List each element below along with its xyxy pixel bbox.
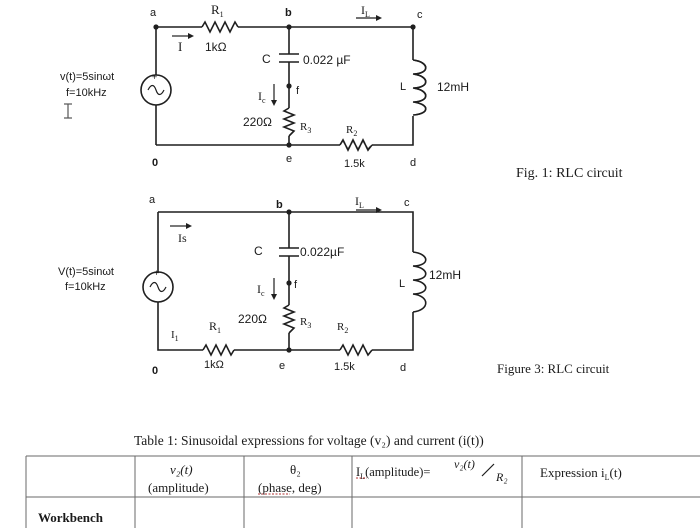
source-line1: V(t)=5sinωt — [58, 266, 114, 278]
r3-value: 220Ω — [238, 312, 267, 326]
node-c-label: c — [404, 197, 410, 209]
node-d-label: d — [410, 157, 417, 169]
node-c-label: c — [417, 9, 423, 21]
header-theta: θ₂ — [290, 462, 301, 477]
il-label: $I_L$ — [361, 3, 370, 19]
current-ic-arrowhead — [271, 100, 277, 106]
node-b-label: b — [285, 7, 292, 19]
node-e-label: e — [279, 360, 286, 372]
header-v2-sub: (amplitude) — [148, 480, 209, 495]
r2-label: $R_2$ — [346, 124, 358, 138]
inductor-l-coil — [413, 60, 426, 115]
r2-value: 1.5k — [344, 158, 365, 170]
header-il-numerator: v₂(t) — [454, 457, 475, 471]
resistor-r1 — [202, 22, 238, 32]
resistor-r3 — [284, 305, 294, 333]
resistor-r1 — [203, 345, 234, 355]
r1-value: 1kΩ — [205, 40, 227, 54]
circuit-2 — [58, 194, 610, 377]
node-f-label: f — [294, 279, 298, 291]
row-workbench-label: Workbench — [38, 510, 104, 525]
current-i-arrowhead — [188, 33, 194, 39]
header-il-denominator: R₂ — [496, 470, 508, 484]
node-b-dot — [286, 24, 291, 29]
l-value: 12mH — [429, 268, 462, 282]
circuit-1 — [60, 2, 623, 181]
r1-label: $R_1$ — [209, 319, 222, 335]
cap-value: 0.022µF — [300, 245, 345, 259]
source-line2: f=10kHz — [65, 281, 106, 293]
current-i-label: I — [178, 39, 183, 54]
text-cursor-icon — [64, 104, 72, 118]
l-label: L — [399, 278, 406, 290]
sine-icon — [150, 283, 166, 292]
node-b-dot — [286, 209, 291, 214]
source-line1: v(t)=5sinωt — [60, 71, 115, 83]
node-c-dot — [410, 24, 415, 29]
node-f-dot — [286, 83, 291, 88]
il-label: $I_L$ — [355, 194, 364, 210]
node-a-label: a — [150, 7, 157, 19]
source-plus: + — [152, 72, 158, 82]
source-line2: f=10kHz — [66, 87, 107, 99]
l-value: 12mH — [437, 80, 470, 94]
r3-value: 220Ω — [243, 115, 272, 129]
sine-icon — [148, 86, 164, 95]
wire-source-r1 — [158, 302, 203, 350]
r3-label: $R_3$ — [300, 316, 312, 330]
node-e-label: e — [286, 153, 293, 165]
current-ic-arrowhead — [271, 294, 277, 300]
r1-value: 1kΩ — [204, 359, 224, 371]
header-theta-sub: (phase, deg) — [258, 480, 322, 495]
inductor-l — [413, 252, 426, 312]
node-b-label: b — [276, 199, 283, 211]
fraction-slash — [482, 464, 494, 476]
node-0-label: 0 — [152, 157, 159, 169]
node-a-label: a — [149, 194, 156, 206]
l-label: L — [400, 81, 407, 93]
node-e-dot — [286, 347, 291, 352]
i1-label: $I_1$ — [171, 329, 179, 343]
header-expression: Expression $i_L(t)$ — [540, 465, 622, 482]
r3-label: $R_3$ — [300, 121, 312, 135]
header-v2: v₂(t) — [170, 462, 193, 477]
current-is-arrowhead — [186, 223, 192, 229]
table-caption: Table 1: Sinusoidal expressions for voltage (v₂) and current (i(t)) — [134, 433, 484, 448]
fig3-caption: Figure 3: RLC circuit — [497, 361, 610, 376]
wire-top — [158, 212, 413, 252]
cap-label: C — [262, 52, 271, 66]
fig1-caption: Fig. 1: RLC circuit — [516, 166, 623, 181]
ic-label: $I_c$ — [257, 282, 265, 298]
cap-label: C — [254, 244, 263, 258]
node-f-label: f — [296, 85, 300, 97]
r2-label: $R_2$ — [337, 321, 349, 335]
r2-value: 1.5k — [334, 361, 355, 373]
header-il-amplitude: $I_L(amplitude)=$ — [356, 465, 431, 481]
node-0-label: 0 — [152, 365, 159, 377]
cap-value: 0.022 µF — [303, 53, 351, 67]
node-a-dot — [153, 24, 158, 29]
node-d-label: d — [400, 362, 407, 374]
node-f-dot — [286, 280, 291, 285]
ic-label: $I_c$ — [258, 89, 266, 105]
source-plus: + — [154, 268, 160, 278]
is-label: Is — [178, 231, 187, 245]
resistor-r3 — [284, 108, 294, 136]
table-1 — [26, 433, 700, 528]
r1-label: $R_1$ — [211, 2, 224, 19]
current-il-arrowhead — [376, 15, 382, 21]
node-e-dot — [286, 142, 291, 147]
